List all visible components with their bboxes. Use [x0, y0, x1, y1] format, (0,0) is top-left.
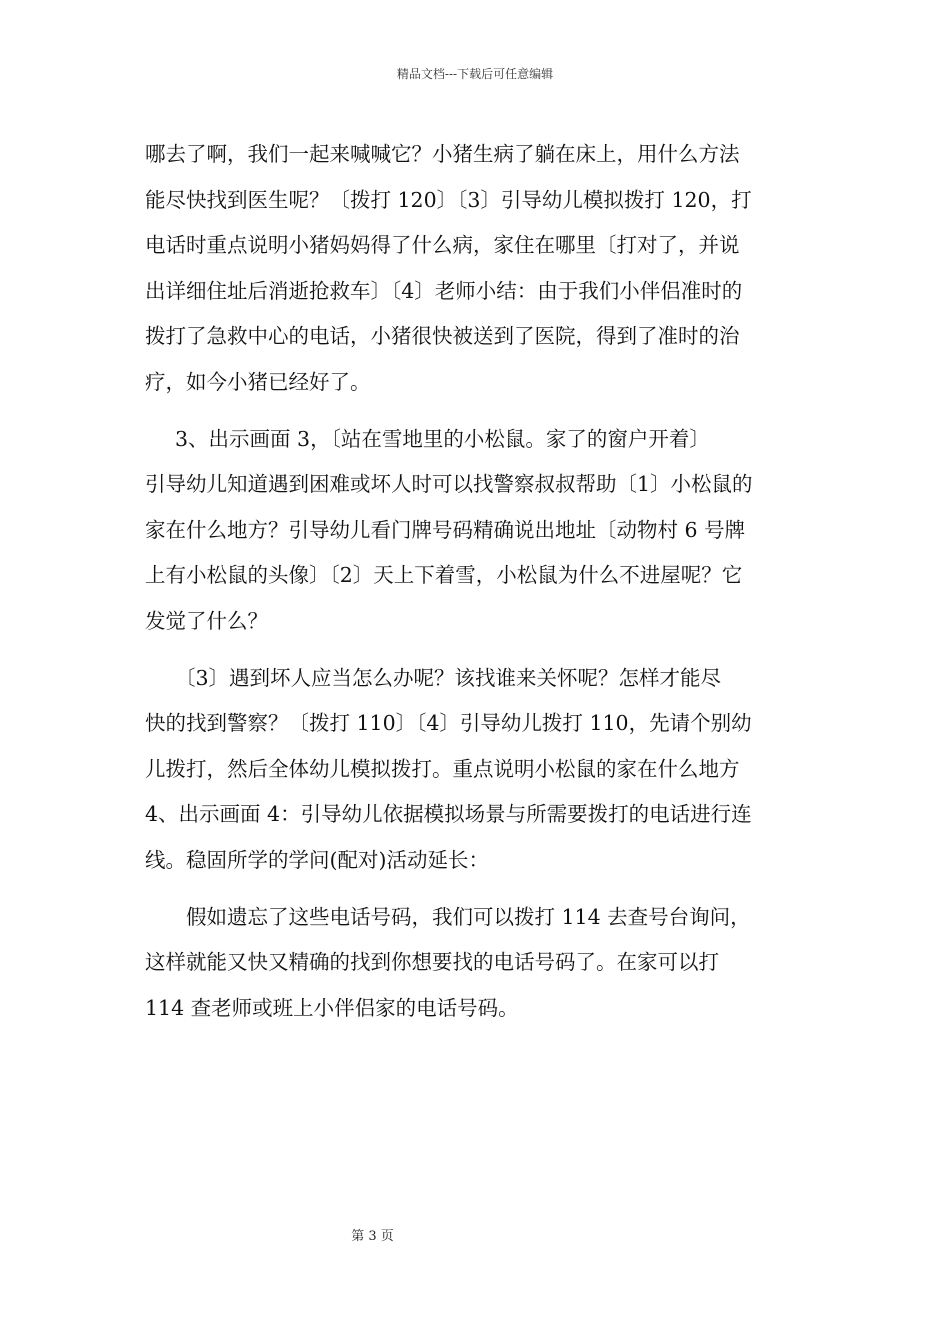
text-line: 家在什么地方？引导幼儿看门牌号码精确说出地址〔动物村 6 号牌 [145, 517, 746, 542]
page-number: 第 3 页 [351, 1229, 394, 1244]
page-header: 精品文档---下载后可任意编辑 [396, 67, 554, 81]
text-line: 引导幼儿知道遇到困难或坏人时可以找警察叔叔帮助〔1〕小松鼠的 [145, 472, 753, 496]
paragraph-gap [145, 644, 810, 656]
text-line: 哪去了啊，我们一起来喊喊它？小猪生病了躺在床上，用什么方法 [145, 142, 740, 166]
text-line: 上有小松鼠的头像〕〔2〕天上下着雪，小松鼠为什么不进屋呢？它 [145, 563, 743, 587]
paragraph-3 [145, 656, 810, 884]
text-line: 儿拨打，然后全体幼儿模拟拨打。重点说明小松鼠的家在什么地方 [145, 756, 740, 781]
paragraph-1 [145, 132, 810, 405]
text-line: 〔3〕遇到坏人应当怎么办呢？该找谁来关怀呢？怎样才能尽 [175, 665, 722, 690]
text-line: 线。稳固所学的学问(配对)活动延长： [145, 847, 489, 872]
paragraph-gap [145, 405, 810, 417]
text-line: 疗，如今小猪已经好了。 [145, 369, 371, 394]
paragraph-gap [145, 883, 810, 895]
text-line: 出详细住址后消逝抢救车〕〔4〕老师小结：由于我们小伴侣准时的 [145, 278, 743, 303]
text-line: 快的找到警察？〔拨打 110〕〔4〕引导幼儿拨打 110，先请个别幼 [145, 711, 752, 735]
paragraph-2 [145, 417, 810, 645]
text-line: 4、出示画面 4：引导幼儿依据模拟场景与所需要拨打的电话进行连 [145, 802, 752, 826]
text-line: 114 查老师或班上小伴侣家的电话号码。 [145, 995, 519, 1020]
text-line: 这样就能又快又精确的找到你想要找的电话号码了。在家可以打 [145, 950, 719, 974]
paragraph-4 [145, 895, 810, 1032]
text-line: 能尽快找到医生呢？〔拨打 120〕〔3〕引导幼儿模拟拨打 120，打 [145, 187, 752, 212]
text-line: 拨打了急救中心的电话，小猪很快被送到了医院，得到了准时的治 [145, 324, 740, 348]
text-line: 假如遗忘了这些电话号码，我们可以拨打 114 去查号台询问， [186, 904, 751, 929]
document-body [145, 132, 810, 1031]
text-line: 发觉了什么？ [145, 608, 268, 633]
text-line: 3、出示画面 3，〔站在雪地里的小松鼠。家了的窗户开着〕 [175, 426, 710, 451]
text-line: 电话时重点说明小猪妈妈得了什么病，家住在哪里〔打对了，并说 [145, 233, 740, 257]
